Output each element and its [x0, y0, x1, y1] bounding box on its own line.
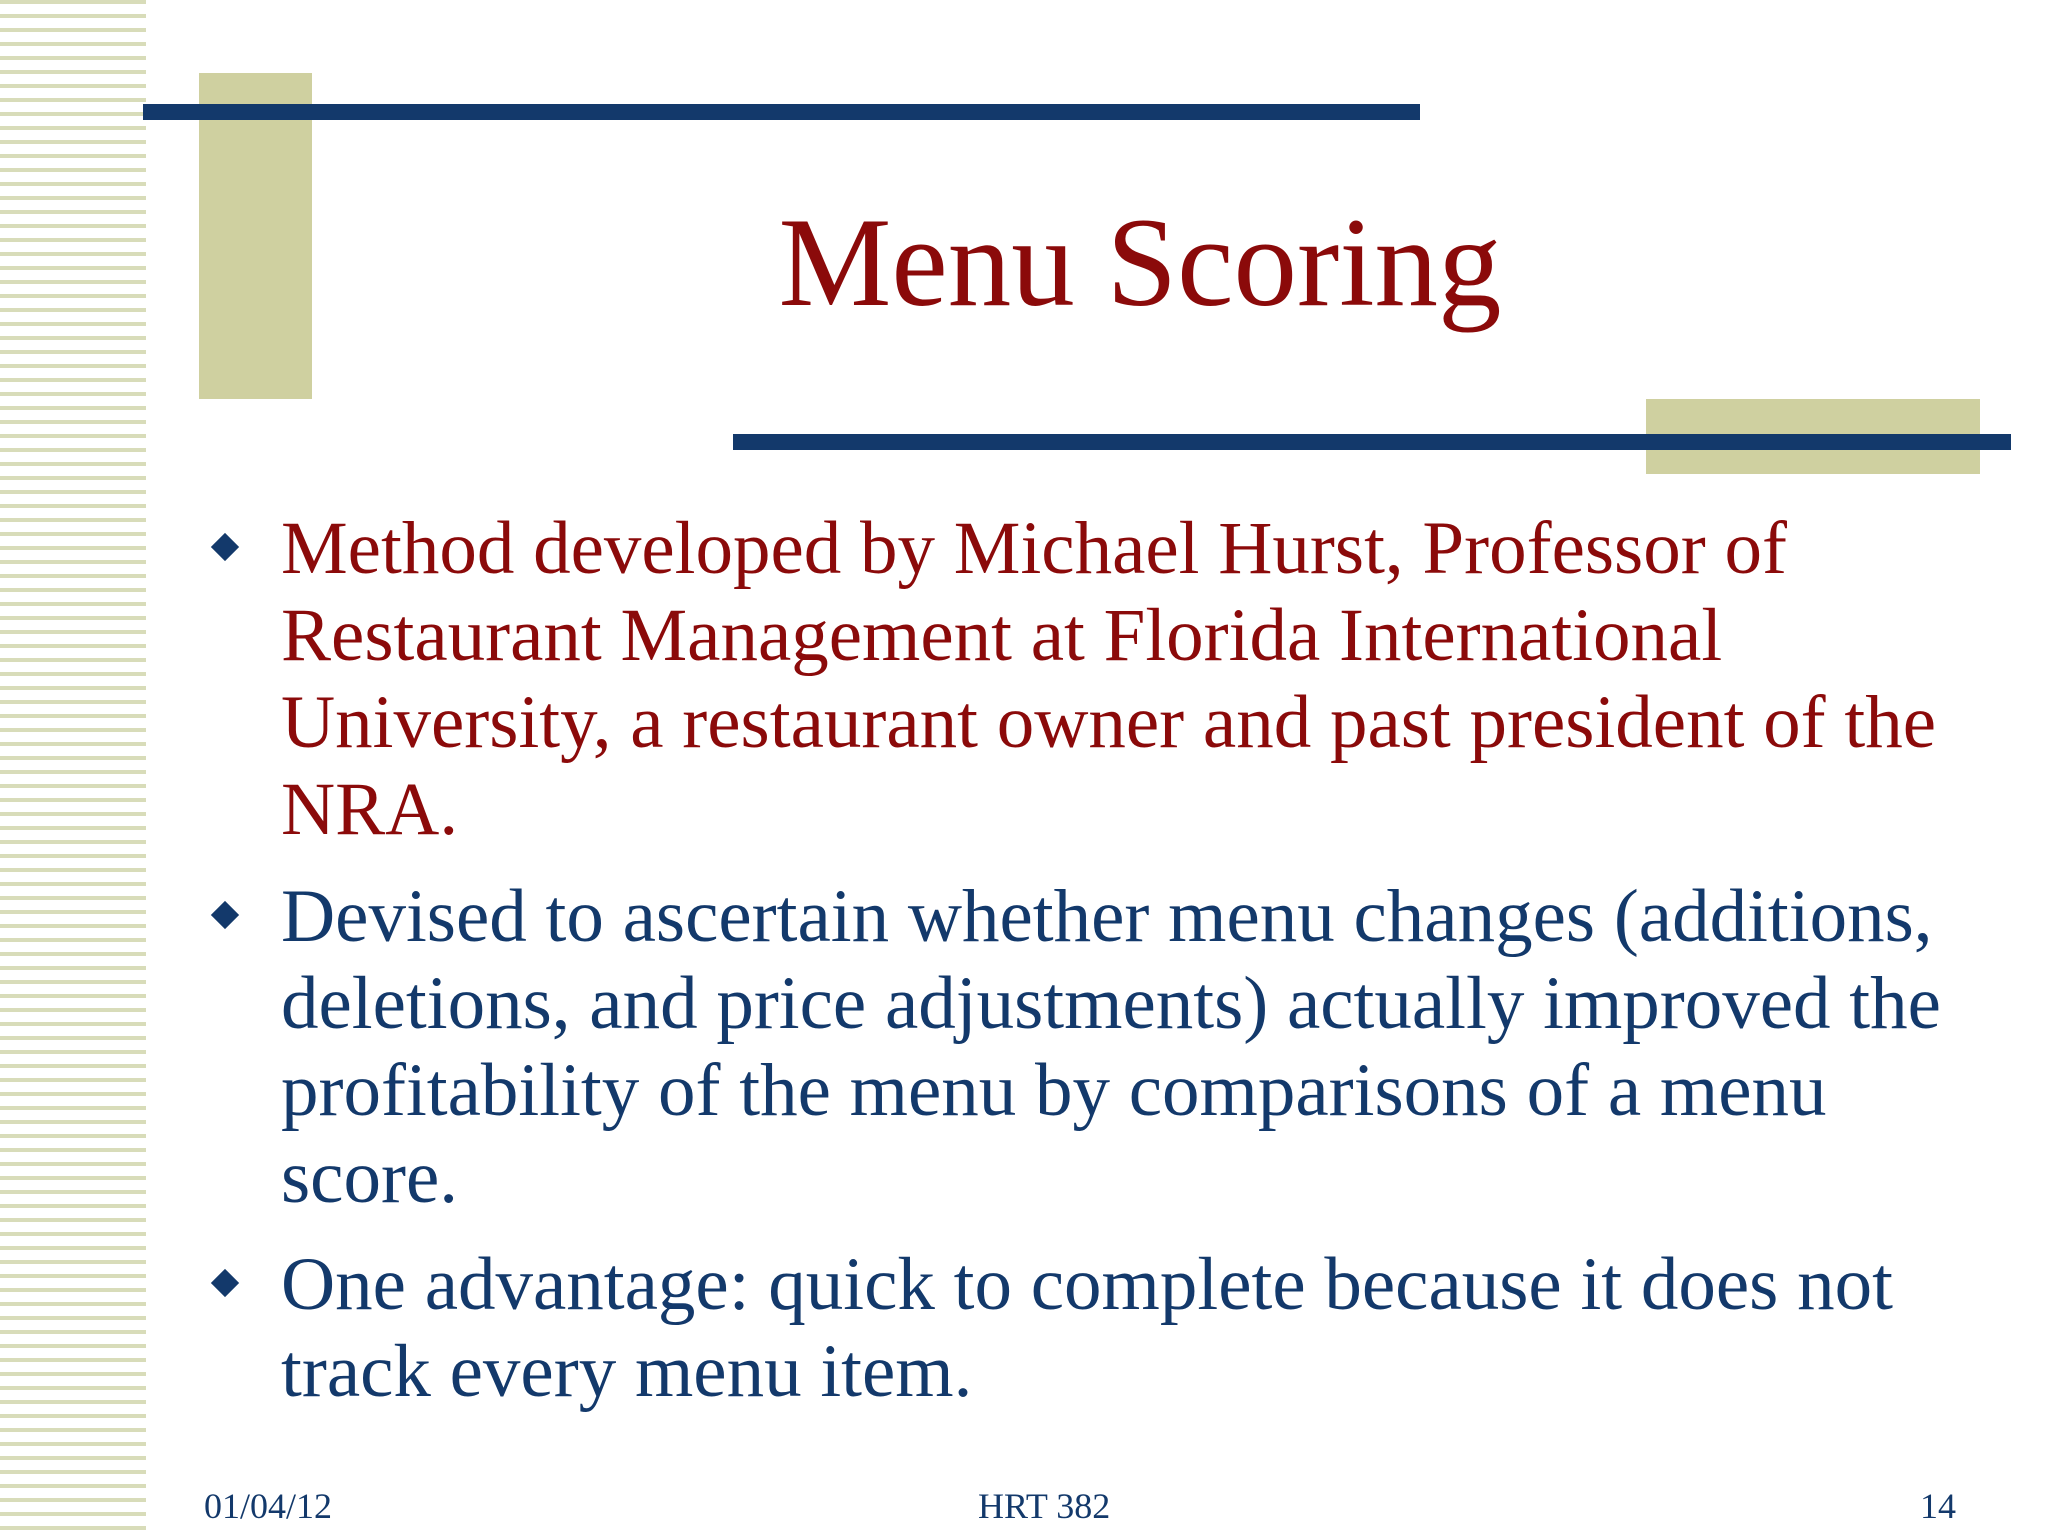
bullet-item: [200, 1241, 1980, 1415]
footer-page-number: 14: [1920, 1486, 1956, 1526]
footer-course: HRT 382: [978, 1486, 1111, 1526]
title-rule-top: [143, 104, 1420, 120]
bullet-text: Method developed by Michael Hurst, Professor of Restaurant Management at Florida International University, a restaurant owner and past president of the NRA.: [281, 507, 1937, 851]
title-rule-bottom: [733, 434, 2011, 450]
bullet-text: One advantage: quick to complete because it does not track every menu item.: [281, 1243, 1893, 1413]
diamond-bullet-icon: [211, 1269, 239, 1297]
left-stripe-decoration: [0, 0, 146, 1536]
diamond-bullet-icon: [211, 533, 239, 561]
bullet-item: [200, 873, 1980, 1221]
bullet-list: [200, 505, 1980, 1435]
accent-block-top-left: [199, 73, 312, 399]
footer-date: 01/04/12: [204, 1486, 333, 1526]
bullet-item: [200, 505, 1980, 853]
diamond-bullet-icon: [211, 901, 239, 929]
bullet-text: Devised to ascertain whether menu changes (additions, deletions, and price adjustments) actually improved the profitability of the menu by comparisons of a menu score.: [281, 875, 1941, 1219]
slide-title: Menu Scoring: [778, 193, 1502, 333]
